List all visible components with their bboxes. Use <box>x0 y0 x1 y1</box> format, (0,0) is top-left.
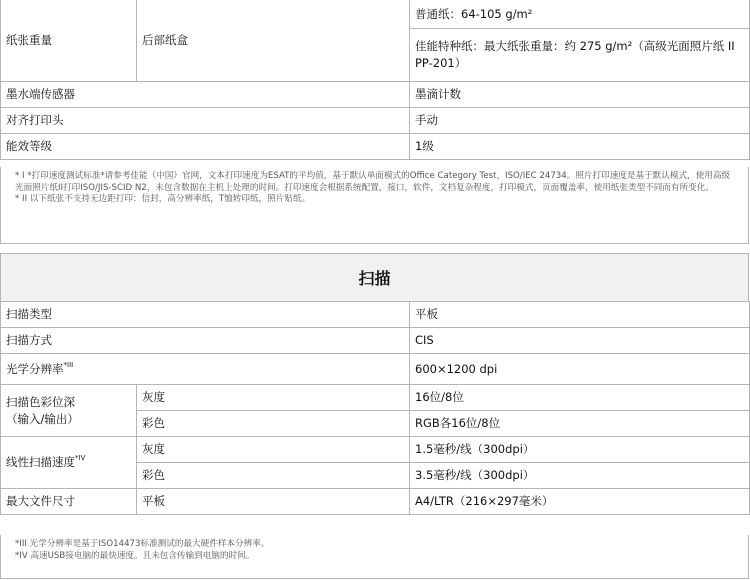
energy-class-label: 能效等级 <box>1 134 410 160</box>
speed-color-value: 3.5毫秒/线（300dpi） <box>410 463 750 489</box>
speed-gray-label: 灰度 <box>137 437 410 463</box>
color-depth-label-line2: （输入/输出） <box>6 411 79 426</box>
table-row <box>1 489 750 515</box>
table-row <box>1 108 750 134</box>
footnote-print-speed: * I *打印速度测试标准*请参考佳能（中国）官网，文本打印速度为ESAT的平均值，基于默认单面模式的Office Category Test，ISO/IEC 24734。照片打印速度是基于默认模式，使用高级光面照片纸II打印ISO/JIS-SCID N2，未包含数据在主机上处理的时间。打印速度会根据系统配置，接口，软件，文档复杂程度，打印模式，页面覆盖率，使用纸张类型不同而有所变化。 <box>15 171 731 193</box>
depth-gray-value: 16位/8位 <box>410 385 750 411</box>
scan-footnotes <box>0 535 749 579</box>
table-row <box>1 134 750 160</box>
energy-class-value: 1级 <box>410 134 750 160</box>
table-row <box>1 82 750 108</box>
head-align-label: 对齐打印头 <box>1 108 410 134</box>
table-row <box>1 354 750 385</box>
footnote-borderless: * II 以下纸张不支持无边距打印：信封，高分辨率纸，T恤转印纸，照片贴纸。 <box>15 194 311 204</box>
max-file-size-sub: 平板 <box>137 489 410 515</box>
depth-color-value: RGB各16位/8位 <box>410 411 750 437</box>
plain-paper-value: 普通纸：64-105 g/m² <box>410 0 750 29</box>
print-footnotes <box>0 167 749 244</box>
speed-color-label: 彩色 <box>137 463 410 489</box>
footnote-usb-speed: *IV 高速USB接电脑的最快速度。且未包含传输到电脑的时间。 <box>15 550 255 561</box>
head-align-value: 手动 <box>410 108 750 134</box>
table-row <box>1 0 750 29</box>
color-depth-label-line1: 扫描色彩位深 <box>6 394 75 409</box>
speed-gray-value: 1.5毫秒/线（300dpi） <box>410 437 750 463</box>
max-file-size-label: 最大文件尺寸 <box>1 489 137 515</box>
max-file-size-value: A4/LTR（216×297毫米） <box>410 489 750 515</box>
printer-spec-table <box>0 0 750 160</box>
table-row <box>1 302 750 328</box>
ink-sensor-label: 墨水端传感器 <box>1 82 410 108</box>
optical-resolution-label <box>1 354 410 385</box>
depth-gray-label: 灰度 <box>137 385 410 411</box>
optical-resolution-value: 600×1200 dpi <box>410 354 750 385</box>
scan-speed-text: 线性扫描速度 <box>6 455 75 469</box>
depth-color-label: 彩色 <box>137 411 410 437</box>
color-depth-label <box>1 385 137 437</box>
scan-section-title: 扫描 <box>0 253 749 302</box>
ink-sensor-value: 墨滴计数 <box>410 82 750 108</box>
scan-type-value: 平板 <box>410 302 750 328</box>
table-row <box>1 328 750 354</box>
scan-type-label: 扫描类型 <box>1 302 410 328</box>
footnote-optical-resolution: *III 光学分辨率是基于ISO14473标准测试的最大硬件样本分辨率。 <box>15 539 270 549</box>
rear-tray-label: 后部纸盒 <box>137 0 410 82</box>
paper-weight-label: 纸张重量 <box>1 0 137 82</box>
optical-resolution-text: 光学分辨率 <box>6 361 64 376</box>
scan-speed-label <box>1 437 137 489</box>
scan-spec-table <box>0 301 750 515</box>
canon-special-paper-value: 佳能特种纸：最大纸张重量：约 275 g/m²（高级光面照片纸 II PP-201） <box>410 29 750 82</box>
scan-method-label: 扫描方式 <box>1 328 410 354</box>
footnote-ref-iii: *III <box>63 360 74 369</box>
table-row <box>1 437 750 463</box>
scan-method-value: CIS <box>410 328 750 354</box>
footnote-ref-iv: *IV <box>75 454 86 462</box>
table-row <box>1 385 750 411</box>
